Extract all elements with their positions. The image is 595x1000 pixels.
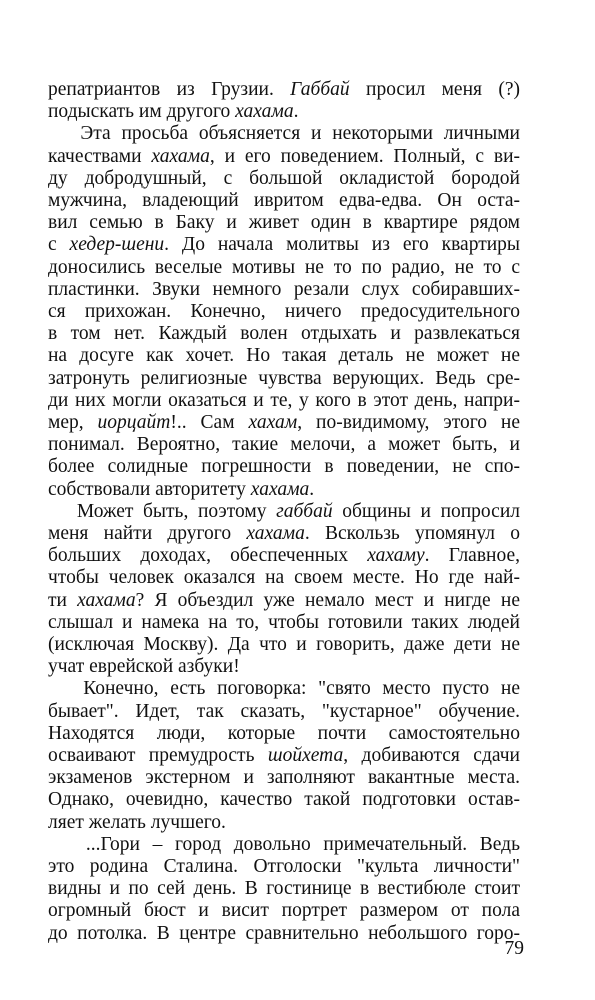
text-line: это родина Сталина. Отголоски "культа личности" xyxy=(48,856,520,877)
text-line: вил семью в Баку и живет один в квартире рядом xyxy=(48,212,520,234)
text-line: больших доходах, обеспеченных хахаму. Главное, xyxy=(48,545,521,567)
text-line: на досуге как хочет. Но такая деталь не может не xyxy=(48,345,520,367)
text-line: пластинки. Звуки немного резали слух собиравших- xyxy=(48,278,520,300)
text-line: экзаменов экстерном и заполняют вакантные места. xyxy=(48,767,520,789)
text-line: подыскать им другого хахама. xyxy=(48,101,299,123)
text-line: более солидные погрешности в поведении, не спо- xyxy=(48,456,520,478)
text-line: осваивают премудрость шойхета, добиваются сдачи xyxy=(48,745,520,766)
text-line: мер, иорцайт!.. Сам хахам, по-видимому, этого не xyxy=(48,412,520,433)
text-line: понимал. Вероятно, такие мелочи, а может быть, и xyxy=(48,434,520,456)
text-line: ти хахама? Я объездил уже немало мест и нигде не xyxy=(48,589,520,611)
text-line: ду добродушный, с большой окладистой бородой xyxy=(48,167,520,189)
text-line: видны и по сей день. В гостинице в вестибюле стоит xyxy=(48,878,520,900)
text-line: огромный бюст и висит портрет размером от пола xyxy=(48,900,520,922)
text-line: (исключая Москву). Да что и говорить, даже дети не xyxy=(48,634,520,655)
text-line: ...Гори – город довольно примечательный. Ведь xyxy=(48,833,520,855)
text-line: ди них могли оказаться и те, у кого в этот день, напри- xyxy=(48,389,520,411)
text-line: ляет желать лучшего. xyxy=(48,811,226,833)
text-line: в том нет. Каждый волен отдыхать и развлекаться xyxy=(48,323,520,345)
text-line: меня найти другого хахама. Вскользь упомянул о xyxy=(48,523,520,544)
text-line: Конечно, есть поговорка: "свято место пусто не xyxy=(48,678,520,700)
text-line: чтобы человек оказался на своем месте. Но где най- xyxy=(48,567,520,589)
text-line: до потолка. В центре сравнительно небольшого горо- xyxy=(48,922,520,944)
text-line: Однако, очевидно, качество такой подготовки остав- xyxy=(48,789,520,811)
text-line: бывает". Идет, так сказать, "кустарное" обучение. xyxy=(48,700,520,722)
text-line: мужчина, владеющий ивритом едва-едва. Он оста- xyxy=(48,190,520,211)
text-line: затронуть религиозные чувства верующих. Ведь сре- xyxy=(48,367,520,389)
text-line: собствовали авторитету хахама. xyxy=(48,478,315,500)
text-line: Находятся люди, которые почти самостоятельно xyxy=(48,722,520,744)
text-line: Может быть, поэтому габбай общины и попросил xyxy=(48,500,520,522)
text-line: учат еврейской азбуки! xyxy=(48,656,240,678)
text-line: доносились веселые мотивы не то по радио, не то с xyxy=(48,256,520,278)
text-line: Эта просьба объясняется и некоторыми личными xyxy=(48,123,520,145)
text-line: с хедер-шени. До начала молитвы из его квартиры xyxy=(48,234,520,256)
text-line: качествами хахама, и его поведением. Полный, с ви- xyxy=(48,145,520,167)
text-line: слышал и намека на то, чтобы готовили таких людей xyxy=(48,611,520,633)
page-number: 79 xyxy=(504,938,524,959)
text-line: ся прихожан. Конечно, ничего предосудительного xyxy=(48,301,520,322)
text-line: репатриантов из Грузии. Габбай просил меня (?) xyxy=(48,79,520,100)
